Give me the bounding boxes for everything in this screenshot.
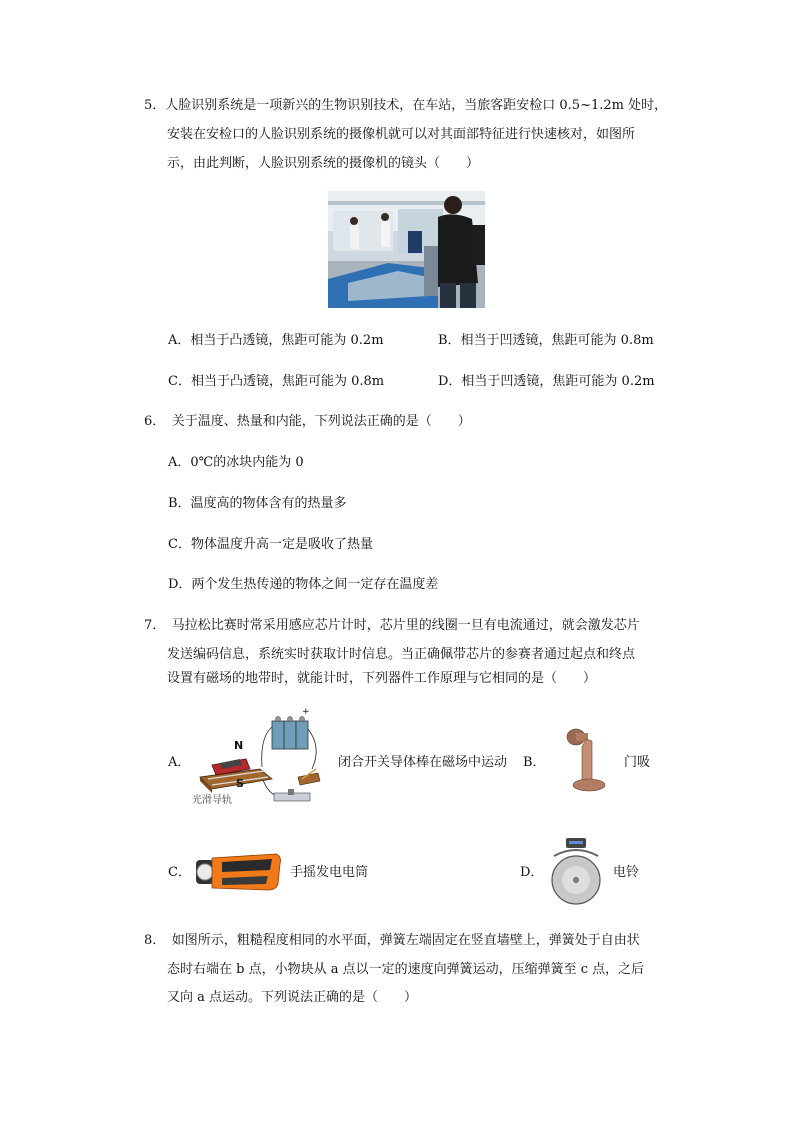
rail-generator-figure xyxy=(190,707,325,805)
q7-option-d-letter: D． xyxy=(520,865,544,880)
q5-stem-line1: 5．人脸识别系统是一项新兴的生物识别技术，在车站，当旅客距安检口 0.5~1.2m 处时， xyxy=(144,98,668,113)
battery-plus-label: + xyxy=(302,707,310,717)
q6-option-c: C．物体温度升高一定是吸收了热量 xyxy=(168,537,373,552)
q6-option-d: D．两个发生热传递的物体之间一定存在温度差 xyxy=(168,577,439,592)
q8-stem-line2: 态时右端在 b 点，小物块从 a 点以一定的速度向弹簧运动，压缩弹簧至 c 点，之后 xyxy=(167,962,645,977)
door-stopper-figure xyxy=(562,727,608,795)
q7-option-a-text: 闭合开关导体棒在磁场中运动 xyxy=(338,755,508,770)
q5-stem-line2: 安装在安检口的人脸识别系统的摄像机就可以对其面部特征进行快速核对，如图所 xyxy=(167,127,636,142)
q5-option-c: C．相当于凸透镜，焦距可能为 0.8m xyxy=(168,374,385,389)
q5-stem-line3: 示，由此判断，人脸识别系统的摄像机的镜头（ ） xyxy=(167,156,480,171)
q7-stem-line1: 7． 马拉松比赛时常采用感应芯片计时，芯片里的线圈一旦有电流通过，就会激发芯片 xyxy=(144,618,640,633)
q6-option-b: B．温度高的物体含有的热量多 xyxy=(168,496,347,511)
q5-option-a: A．相当于凸透镜，焦距可能为 0.2m xyxy=(168,333,384,348)
q5-option-d: D．相当于凹透镜，焦距可能为 0.2m xyxy=(438,374,655,389)
rail-caption: 光滑导轨 xyxy=(192,795,232,806)
face-recognition-photo xyxy=(328,191,485,308)
q5-option-b: B．相当于凹透镜，焦距可能为 0.8m xyxy=(438,333,654,348)
hand-crank-flashlight-figure xyxy=(192,850,282,895)
q8-stem-line3: 又向 a 点运动。下列说法正确的是（ ） xyxy=(167,990,418,1005)
q7-option-b-text: 门吸 xyxy=(624,755,651,770)
q6-stem: 6． 关于温度、热量和内能，下列说法正确的是（ ） xyxy=(144,414,471,429)
q7-option-a-letter: A． xyxy=(168,755,191,770)
q6-option-a: A．0℃的冰块内能为 0 xyxy=(168,455,304,470)
q7-option-c-text: 手摇发电电筒 xyxy=(290,865,369,880)
q7-stem-line3: 设置有磁场的地带时，就能计时，下列器件工作原理与它相同的是（ ） xyxy=(167,671,597,686)
magnet-s-label: S xyxy=(236,777,244,790)
q7-option-d-text: 电铃 xyxy=(613,865,640,880)
q7-option-c-letter: C． xyxy=(168,865,191,880)
q8-stem-line1: 8． 如图所示，粗糙程度相同的水平面，弹簧左端固定在竖直墙壁上，弹簧处于自由状 xyxy=(144,933,640,948)
magnet-n-label: N xyxy=(234,739,244,752)
electric-bell-figure xyxy=(546,836,606,906)
q7-option-b-letter: B． xyxy=(523,755,546,770)
q7-stem-line2: 发送编码信息，系统实时获取计时信息。当正确佩带芯片的参赛者通过起点和终点 xyxy=(167,647,636,662)
